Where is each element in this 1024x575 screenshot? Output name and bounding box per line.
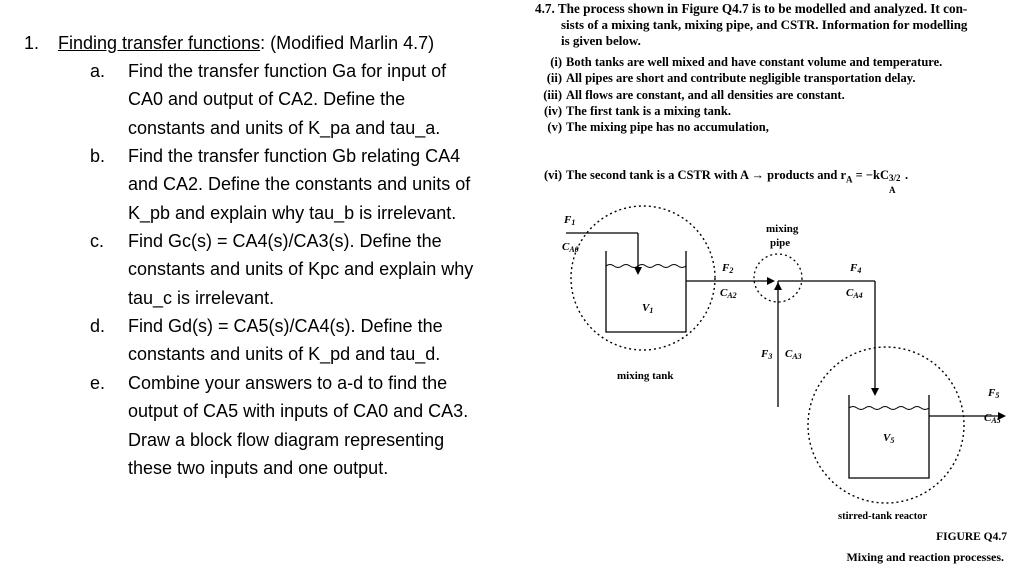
part-e-line: output of CA5 with inputs of CA0 and CA3. — [128, 401, 469, 422]
textbook-heading-line: 4.7. The process shown in Figure Q4.7 is to be modelled and analyzed. It con- — [535, 1, 968, 16]
part-b-letter: b. — [90, 146, 106, 166]
rate-subscript: A — [846, 174, 853, 185]
mixing-tank-boundary — [571, 206, 715, 350]
condition-text: All pipes are short and contribute negligible transportation delay. — [566, 71, 916, 85]
rate-conc-subscript: A — [889, 185, 896, 195]
condition-item — [534, 104, 731, 119]
label-f5: F5 — [988, 387, 1000, 400]
part-e-line: these two inputs and one output. — [128, 458, 389, 479]
label-ca5: CA5 — [984, 412, 1001, 425]
rate-period: . — [905, 168, 909, 182]
label-mixing-pipe-2: pipe — [770, 237, 791, 249]
condition-item-vi — [534, 168, 909, 195]
condition-text: Both tanks are well mixed and have constant volume and temperature. — [566, 55, 943, 69]
part-c-line: constants and units of Kpc and explain why — [128, 259, 474, 280]
part-c-line: Find Gc(s) = CA4(s)/CA3(s). Define the — [128, 231, 442, 251]
stream-f4-arrow — [871, 388, 879, 396]
part-e-letter: e. — [90, 373, 106, 393]
part-a-line: CA0 and output of CA2. Define the — [128, 89, 406, 110]
part-d-line: constants and units of K_pd and tau_d. — [128, 344, 441, 365]
part-b-line: Find the transfer function Gb relating CA4 — [128, 146, 461, 166]
part-e-line: Draw a block flow diagram representing — [128, 429, 445, 450]
textbook-heading-line: sists of a mixing tank, mixing pipe, and CSTR. Information for modelling — [561, 17, 968, 32]
condition-item — [534, 71, 915, 86]
part-e-line: Combine your answers to a-d to find the — [128, 373, 448, 393]
part-b-line: and CA2. Define the constants and units of — [128, 174, 471, 195]
part-a-letter: a. — [90, 61, 106, 81]
process-diagram — [532, 195, 1024, 575]
condition-number: (v) — [547, 120, 562, 134]
part-d-line: Find Gd(s) = CA5(s)/CA4(s). Define the — [128, 316, 443, 336]
label-mixing-pipe: mixing — [766, 223, 799, 235]
mixing-tank-vessel — [606, 251, 686, 332]
part-a-line: constants and units of K_pa and tau_a. — [128, 117, 441, 138]
rate-equation: = −kC — [852, 168, 890, 182]
stream-f3-arrow — [774, 282, 782, 290]
condition-number: (ii) — [546, 71, 562, 85]
label-f4: F4 — [850, 262, 862, 275]
condition-text: The second tank is a CSTR with A → products and r — [566, 168, 847, 182]
part-d-letter: d. — [90, 316, 106, 336]
part-c-line: tau_c is irrelevant. — [128, 287, 275, 308]
label-v1: V1 — [642, 302, 654, 315]
question-title-underlined: Finding transfer functions — [58, 33, 261, 53]
condition-item — [534, 88, 845, 103]
part-b-line: K_pb and explain why tau_b is irrelevant. — [128, 202, 457, 223]
condition-text: All flows are constant, and all densities are constant. — [566, 88, 845, 102]
label-f2: F2 — [722, 262, 734, 275]
label-ca4: CA4 — [846, 287, 863, 300]
textbook-heading-line: is given below. — [561, 33, 641, 48]
textbook-excerpt — [532, 0, 1024, 575]
condition-item — [534, 55, 942, 70]
figure-caption-title: FIGURE Q4.7 — [936, 531, 1007, 543]
part-c-text — [128, 227, 523, 312]
label-ca0: CA0 — [562, 241, 579, 254]
label-v5: V5 — [883, 432, 895, 445]
label-f3: F3 — [761, 348, 773, 361]
part-d-text — [128, 312, 523, 369]
rate-exponent: 3/2 — [889, 173, 901, 183]
condition-item — [534, 120, 769, 135]
label-f1: F1 — [564, 214, 576, 227]
question-title-rest: : (Modified Marlin 4.7) — [260, 33, 435, 53]
stream-f2-arrow — [767, 277, 775, 285]
part-c-letter: c. — [90, 231, 105, 251]
label-ca2: CA2 — [720, 287, 737, 300]
part-b-text — [128, 142, 523, 227]
mixing-tank-liquid-level — [606, 265, 686, 268]
condition-number: (iii) — [543, 88, 562, 102]
condition-number: (iv) — [543, 104, 562, 118]
cstr-boundary — [808, 347, 964, 503]
part-e-text — [128, 369, 523, 483]
label-ca3: CA3 — [785, 348, 802, 361]
condition-text: The first tank is a mixing tank. — [566, 104, 731, 118]
condition-number: (vi) — [543, 168, 562, 182]
cstr-liquid-level — [849, 407, 929, 410]
part-a-text — [128, 57, 523, 142]
label-stirred-tank-reactor: stirred-tank reactor — [838, 511, 928, 522]
condition-text: The mixing pipe has no accumulation, — [566, 120, 769, 134]
feed-f1-arrow — [634, 267, 642, 275]
part-a-line: Find the transfer function Ga for input of — [128, 61, 447, 81]
condition-number: (i) — [550, 55, 562, 69]
figure-caption-text: Mixing and reaction processes. — [846, 550, 1004, 564]
question-number: 1. — [24, 33, 40, 53]
label-mixing-tank: mixing tank — [617, 370, 674, 382]
question-title — [58, 31, 434, 55]
